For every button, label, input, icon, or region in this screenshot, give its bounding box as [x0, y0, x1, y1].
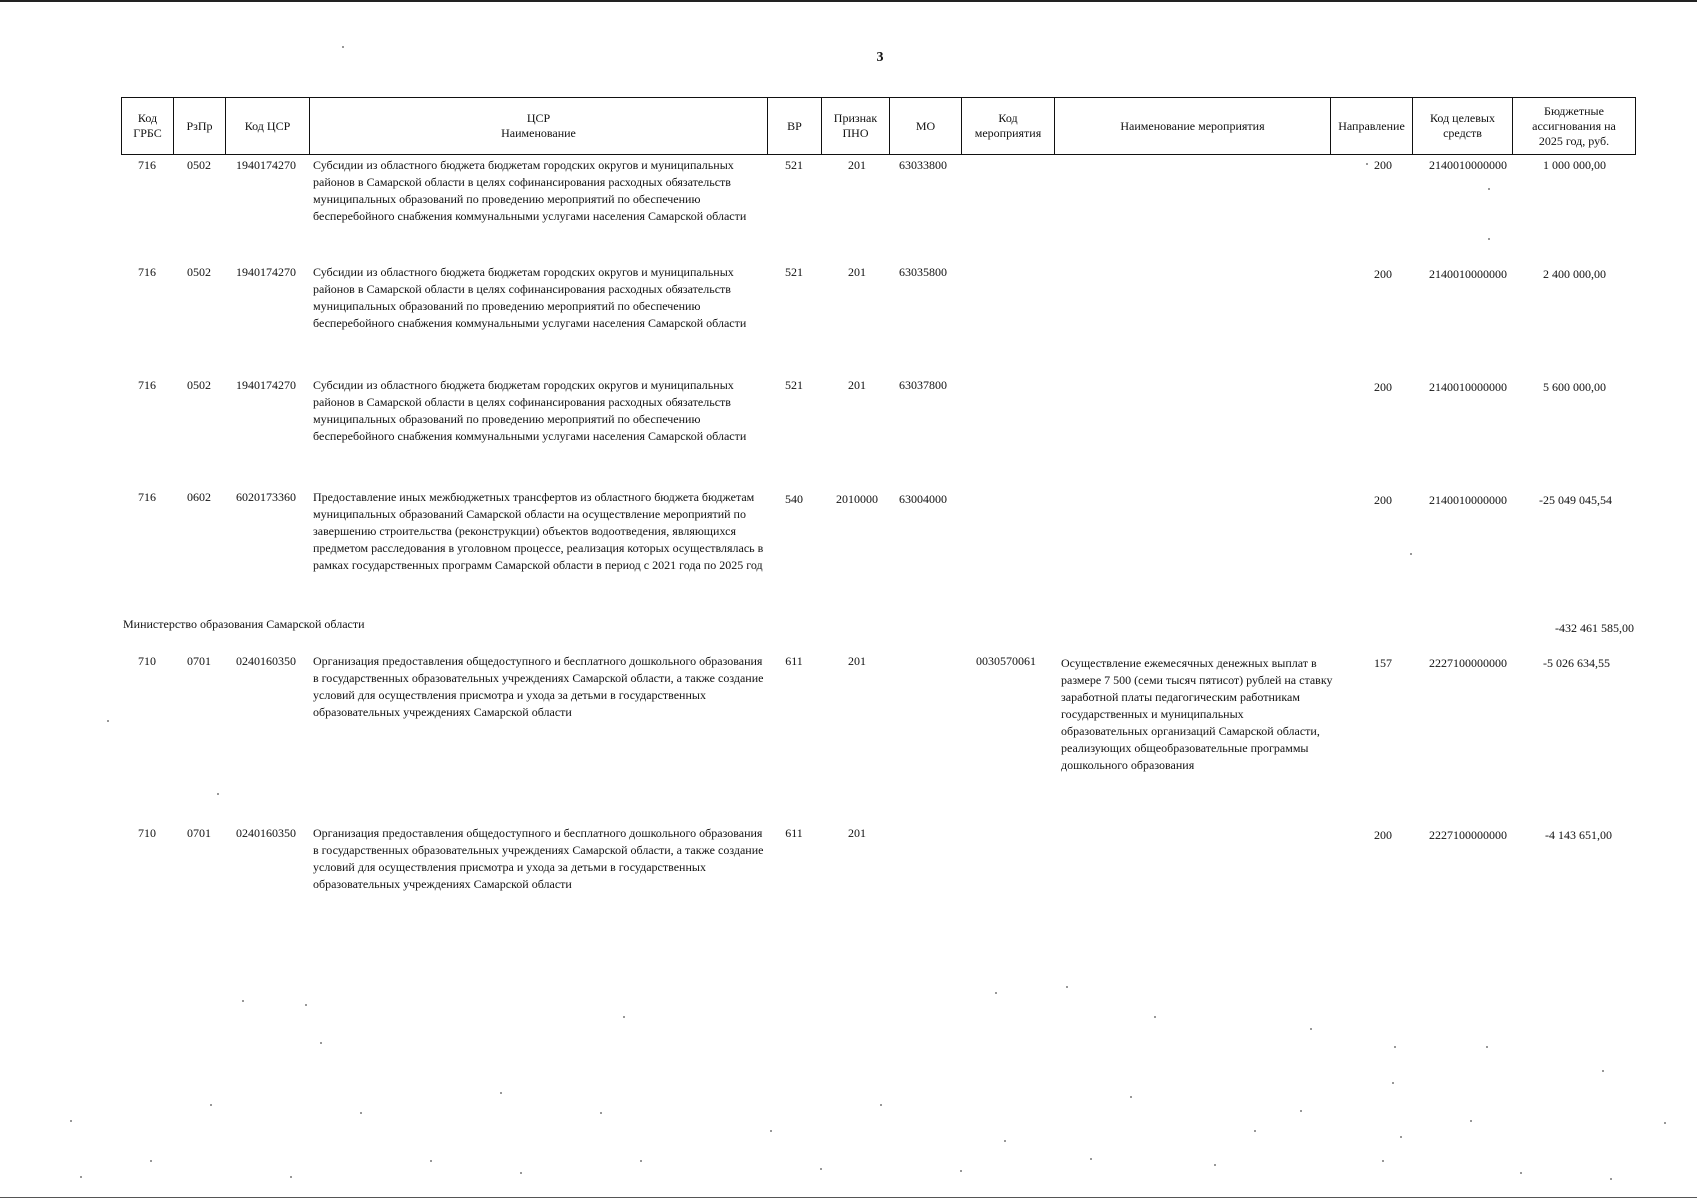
cell-pno: 201: [848, 826, 866, 840]
cell-grbs: 716: [138, 378, 156, 392]
cell-csr-name: Организация предоставления общедоступного и бесплатного дошкольного образования в государственных образовательных учреждениях Самарской области, а также создание условий для осуществления присмотра и ухода за детьми в государственных образовательных учреждениях Самарской области: [313, 654, 764, 719]
cell-amount: 5 600 000,00: [1543, 380, 1606, 394]
cell-csr-name: Организация предоставления общедоступного и бесплатного дошкольного образования в государственных образовательных учреждениях Самарской области, а также создание условий для осуществления присмотра и ухода за детьми в государственных образовательных учреждениях Самарской области: [313, 826, 764, 891]
cell-direction: 200: [1374, 493, 1392, 507]
cell-csr: 6020173360: [236, 490, 296, 504]
cell-amount: 1 000 000,00: [1543, 158, 1606, 172]
table-header: [121, 97, 1636, 155]
header-amount: Бюджетные ассигнования на 2025 год, руб.: [1532, 103, 1616, 148]
cell-csr-name: Предоставление иных межбюджетных трансфертов из областного бюджета бюджетам муниципальных образований Самарской области на осуществление мероприятий по завершению строительства (реконструкции) объектов водоотведения, являющихся предметом расследования в уголовном процессе, реализация которых осуществлялась в рамках государственных программ Самарской области в период с 2021 года по 2025 год: [313, 490, 764, 572]
cell-grbs: 710: [138, 654, 156, 668]
cell-event-code: 0030570061: [976, 654, 1036, 668]
cell-mo: 63033800: [899, 158, 947, 172]
header-target-code: Код целевых средств: [1413, 98, 1513, 154]
cell-direction: 200: [1374, 158, 1392, 172]
cell-event-name: Осуществление ежемесячных денежных выплат в размере 7 500 (семи тысяч пятисот) рублей на ставку заработной платы педагогическим работникам государственных и муниципальных образовательных организаций Самарской области, реализующих общеобразовательные программы дошкольного образования: [1061, 656, 1333, 772]
group-label: Министерство образования Самарской области: [123, 617, 365, 631]
cell-mo: 63037800: [899, 378, 947, 392]
cell-target-code: 2140010000000: [1429, 380, 1507, 394]
page-number: 3: [876, 50, 884, 65]
cell-vr: 521: [785, 378, 803, 392]
cell-rzpr: 0701: [187, 654, 211, 668]
cell-csr: 1940174270: [236, 265, 296, 279]
cell-pno: 201: [848, 378, 866, 392]
cell-target-code: 2227100000000: [1429, 828, 1507, 842]
cell-grbs: 716: [138, 265, 156, 279]
cell-csr: 0240160350: [236, 826, 296, 840]
cell-target-code: 2140010000000: [1429, 493, 1507, 507]
cell-vr: 611: [785, 826, 803, 840]
header-csr-name: ЦСР Наименование: [310, 98, 768, 154]
cell-amount: -4 143 651,00: [1545, 828, 1612, 842]
header-event-code: Код мероприятия: [962, 98, 1055, 154]
cell-vr: 611: [785, 654, 803, 668]
cell-csr: 1940174270: [236, 158, 296, 172]
cell-mo: 63004000: [899, 492, 947, 506]
header-event-name: Наименование мероприятия: [1055, 98, 1331, 154]
cell-direction: 157: [1374, 656, 1392, 670]
cell-amount: 2 400 000,00: [1543, 267, 1606, 281]
cell-rzpr: 0602: [187, 490, 211, 504]
header-kod-csr: Код ЦСР: [226, 98, 310, 154]
cell-csr: 0240160350: [236, 654, 296, 668]
cell-rzpr: 0701: [187, 826, 211, 840]
bottom-border-line: [0, 1197, 1697, 1198]
cell-rzpr: 0502: [187, 265, 211, 279]
cell-grbs: 716: [138, 490, 156, 504]
header-pno: Признак ПНО: [822, 98, 890, 154]
cell-pno: 201: [848, 158, 866, 172]
cell-pno: 2010000: [836, 492, 878, 506]
header-rzpr: РзПр: [174, 98, 226, 154]
cell-rzpr: 0502: [187, 378, 211, 392]
cell-csr-name: Субсидии из областного бюджета бюджетам городских округов и муниципальных районов в Самарской области в целях софинансирования расходных обязательств муниципальных образований по проведению мероприятий по обеспечению бесперебойного снабжения коммунальными услугами населения Самарской области: [313, 265, 747, 330]
cell-csr-name: Субсидии из областного бюджета бюджетам городских округов и муниципальных районов в Самарской области в целях софинансирования расходных обязательств муниципальных образований по проведению мероприятий по обеспечению бесперебойного снабжения коммунальными услугами населения Самарской области: [313, 158, 747, 223]
cell-vr: 540: [785, 492, 803, 506]
cell-direction: 200: [1374, 380, 1392, 394]
header-direction: Направление: [1331, 98, 1413, 154]
cell-pno: 201: [848, 654, 866, 668]
cell-amount: -25 049 045,54: [1539, 493, 1612, 507]
cell-target-code: 2140010000000: [1429, 158, 1507, 172]
cell-direction: 200: [1374, 828, 1392, 842]
cell-direction: 200: [1374, 267, 1392, 281]
cell-grbs: 716: [138, 158, 156, 172]
group-total: -432 461 585,00: [1555, 621, 1634, 635]
cell-target-code: 2140010000000: [1429, 267, 1507, 281]
cell-vr: 521: [785, 265, 803, 279]
cell-vr: 521: [785, 158, 803, 172]
top-border-line: [0, 0, 1697, 2]
cell-target-code: 2227100000000: [1429, 656, 1507, 670]
header-kod-grbs: Код ГРБС: [122, 98, 174, 154]
cell-pno: 201: [848, 265, 866, 279]
header-mo: МО: [890, 98, 962, 154]
cell-grbs: 710: [138, 826, 156, 840]
cell-mo: 63035800: [899, 265, 947, 279]
cell-csr: 1940174270: [236, 378, 296, 392]
header-vr: ВР: [768, 98, 822, 154]
cell-csr-name: Субсидии из областного бюджета бюджетам городских округов и муниципальных районов в Самарской области в целях софинансирования расходных обязательств муниципальных образований по проведению мероприятий по обеспечению бесперебойного снабжения коммунальными услугами населения Самарской области: [313, 378, 747, 443]
cell-amount: -5 026 634,55: [1543, 656, 1610, 670]
cell-rzpr: 0502: [187, 158, 211, 172]
